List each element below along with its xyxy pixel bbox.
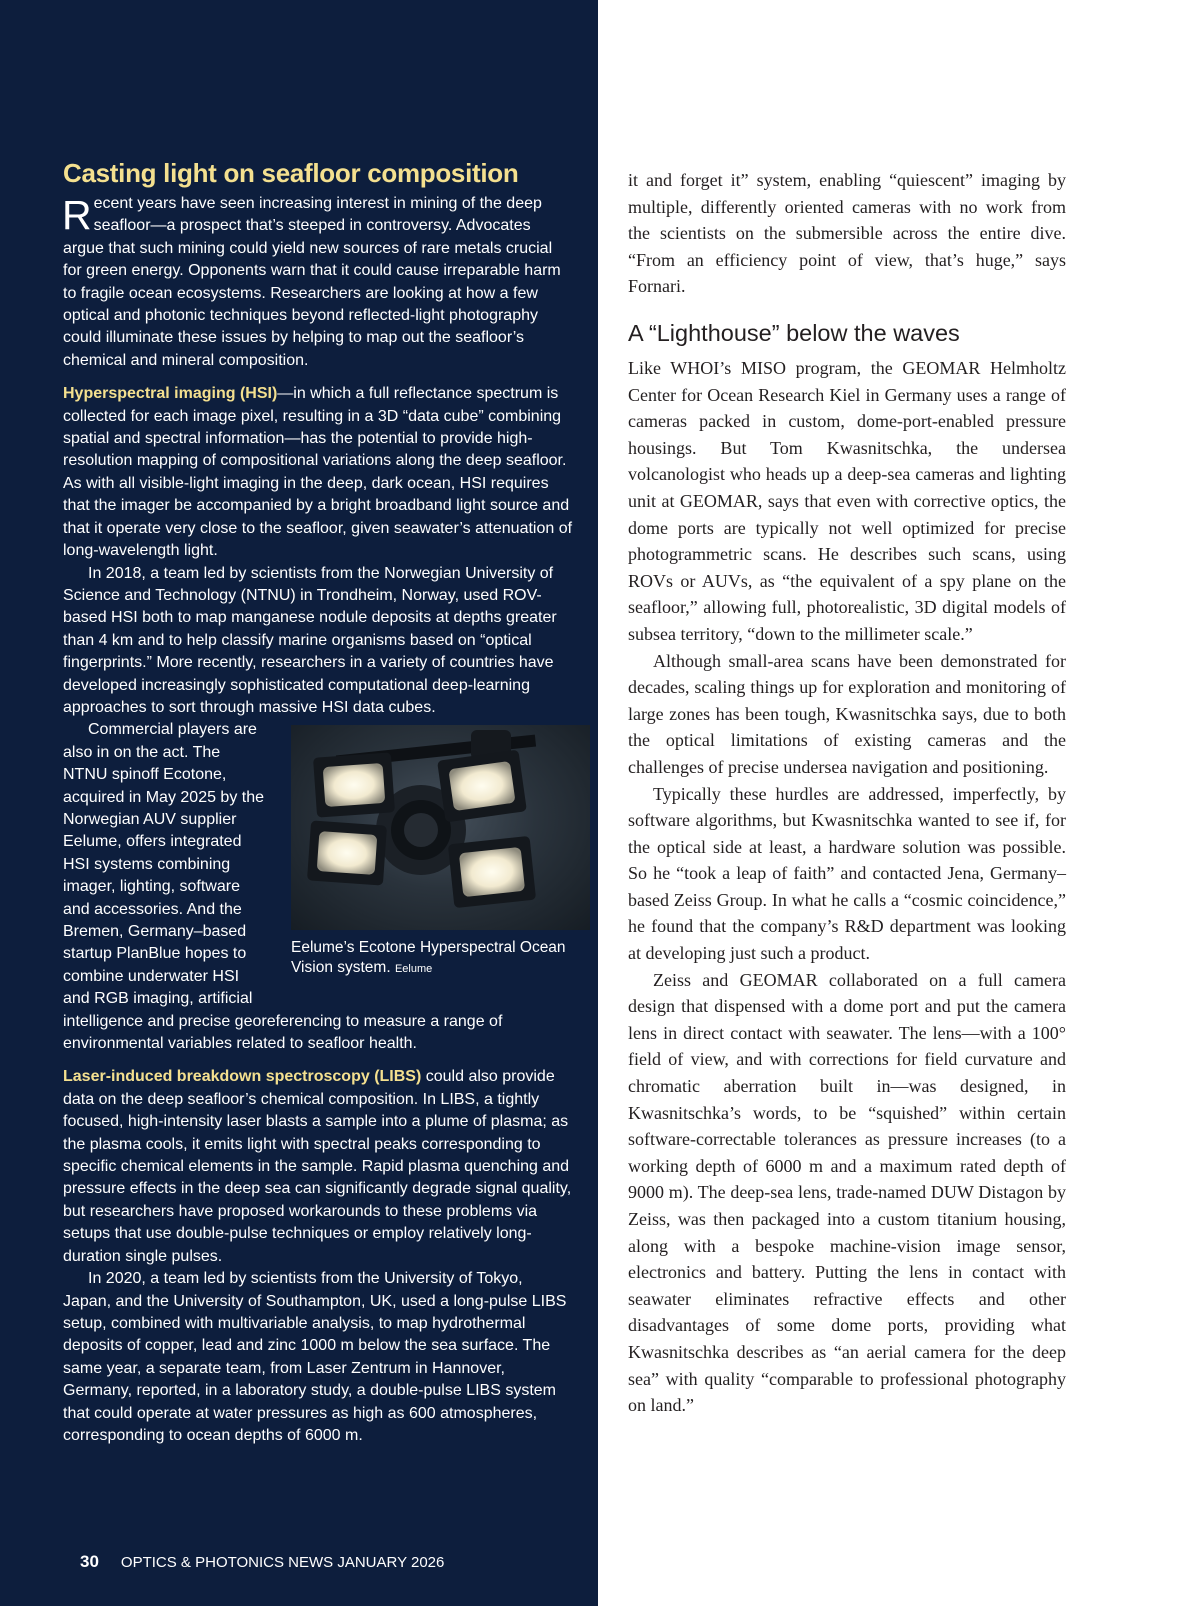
- tokyo-paragraph: In 2020, a team led by scientists from the University of Tokyo, Japan, and the University of Southampton, UK, used a long-pulse LIBS setup, combined with multivariable analysis, to map hydrothermal deposits of copper, lead and zinc 1000 m below the sea surface. The same year, a separate team, from Laser Zentrum in Hannover, Germany, reported, in a laboratory study, a double-pulse LIBS system that could operate at water pressures as high as 600 atmospheres, corresponding to ocean depths of 6000 m.: [63, 1270, 567, 1444]
- sidebar-intro-text: ecent years have seen increasing interest in mining of the deep seafloor—a prospect that’s steeped in controversy. Advocates argue that such mining could yield new sources of rare metals crucial for green energy. Opponents warn that it could cause irreparable harm to fragile ocean ecosystems. Researchers are looking at how a few optical and photonic techniques beyond reflected-light photography could illuminate these issues by helping to map out the seafloor’s chemical and mineral composition.: [63, 195, 561, 369]
- sidebar-title: Casting light on seafloor composition: [63, 158, 519, 188]
- sidebar-intro-paragraph: [63, 193, 573, 372]
- ntnu-paragraph: In 2018, a team led by scientists from the Norwegian University of Science and Technology (NTNU) in Trondheim, Norway, used ROV-based HSI both to map manganese nodule deposits at depths greater than 4 km and to help classify marine organisms based on “optical fingerprints.” More recently, researchers in a variety of countries have developed increasingly sophisticated computational deep-learning approaches to sort through massive HSI data cubes.: [63, 564, 557, 716]
- main-paragraph-1: Like WHOI’s MISO program, the GEOMAR Helmholtz Center for Ocean Research Kiel in Germany uses a range of cameras packed in custom, dome-port-enabled pressure housings. But Tom Kwasnitschka, the undersea volcanologist who heads up a deep-sea cameras and lighting unit at GEOMAR, says that even with corrective optics, the dome ports are typically not well optimized for precise photogrammetric scans. He describes such scans, using ROVs or AUVs, as “the equivalent of a spy plane on the seafloor,” allowing full, photorealistic, 3D digital models of subsea territory, “down to the millimeter scale.”: [628, 358, 1066, 644]
- sidebar-body: [63, 193, 573, 1447]
- hsi-text: —in which a full reflectance spectrum is collected for each image pixel, resulting in a 3D “data cube” combining spatial and spectral information—has the potential to provide high-resolution mapping of compositional variations along the deep seafloor. As with all visible-light imaging in the deep, dark ocean, HSI requires that the imager be accompanied by a bright broadband light source and that it operate very close to the seafloor, given seawater’s attenuation of long-wavelength light.: [63, 385, 573, 560]
- caption-text: Eelume’s Ecotone Hyperspectral Ocean Vision system.: [291, 939, 566, 977]
- main-paragraph-2: Although small-area scans have been demonstrated for decades, scaling things up for exploration and monitoring of large zones has been tough, Kwasnitschka says, due to both the optical limitations of existing cameras and the challenges of precise undersea navigation and positioning.: [628, 650, 1066, 777]
- figure: [285, 719, 590, 991]
- section-heading: A “Lighthouse” below the waves: [628, 320, 960, 346]
- sidebar-panel: [0, 0, 598, 1606]
- hsi-term: Hyperspectral imaging (HSI): [63, 385, 278, 403]
- libs-paragraph: [63, 1066, 573, 1268]
- main-column-body: [628, 355, 1066, 1419]
- main-paragraph-4: Zeiss and GEOMAR collaborated on a full camera design that dispensed with a dome port and put the camera lens in direct contact with seawater. The lens—with a 100° field of view, and with corrections for field curvature and chromatic aberration built in—was designed, in Kwasnitschka’s words, to be “squished” within certain software-correctable tolerances as pressure increases (to a working depth of 6000 m and a maximum rated depth of 9000 m). The deep-sea lens, trade-named DUW Distagon by Zeiss, was then packaged into a custom titanium housing, along with a bespoke machine-vision image sensor, electronics and battery. Putting the lens in contact with seawater eliminates refractive effects and other disadvantages of some dome ports, providing what Kwasnitschka describes as “an aerial camera for the deep sea” with quality “comparable to professional photography on land.”: [628, 969, 1066, 1416]
- publication-name: OPTICS & PHOTONICS NEWS JANUARY 2026: [120, 1554, 445, 1571]
- main-column-continuation: [628, 167, 1066, 300]
- libs-term: Laser-induced breakdown spectroscopy (LIBS): [63, 1068, 422, 1086]
- lamp-array-illustration: [291, 725, 590, 930]
- libs-text: could also provide data on the deep seafloor’s chemical composition. In LIBS, a tightly focused, high-intensity laser blasts a sample into a plume of plasma; as the plasma cools, it emits light with spectral peaks corresponding to specific chemical elements in the sample. Rapid plasma quenching and pressure effects in the deep sea can significantly degrade signal quality, but researchers have proposed workarounds to these problems via setups that use double-pulse techniques or employ relatively long-duration single pulses.: [63, 1068, 572, 1265]
- page-number: 30: [80, 1552, 99, 1571]
- photo-credit: Eelume: [394, 963, 433, 976]
- page-footer: [80, 1552, 444, 1572]
- hyperspectral-system-photo: [291, 725, 590, 930]
- commercial-paragraph: Commercial players are also in on the act. The NTNU spinoff Ecotone, acquired in May 2025 by the Norwegian AUV supplier Eelume, offers integrated HSI systems combining imager, lighting, software and accessories. And the Bremen, Germany–based startup PlanBlue hopes to combine underwater HSI and RGB imaging, artificial intelligence and precise georeferencing to measure a range of environmental variables related to seafloor health.: [63, 721, 503, 1053]
- continuation-paragraph: it and forget it” system, enabling “quiescent” imaging by multiple, differently oriented cameras with no work from the scientists on the submersible across the entire dive. “From an efficiency point of view, that’s huge,” says Fornari.: [628, 170, 1066, 297]
- hsi-paragraph: [63, 383, 573, 562]
- main-paragraph-3: Typically these hurdles are addressed, imperfectly, by software algorithms, but Kwasnitschka wanted to see if, for the optical side at least, a hardware solution was possible. So he “took a leap of faith” and contacted Jena, Germany–based Zeiss Group. In what he calls a “cosmic coincidence,” he found that the company’s R&D department was looking at developing just such a product.: [628, 783, 1066, 964]
- figure-caption: [291, 938, 581, 979]
- drop-cap: R: [62, 192, 92, 238]
